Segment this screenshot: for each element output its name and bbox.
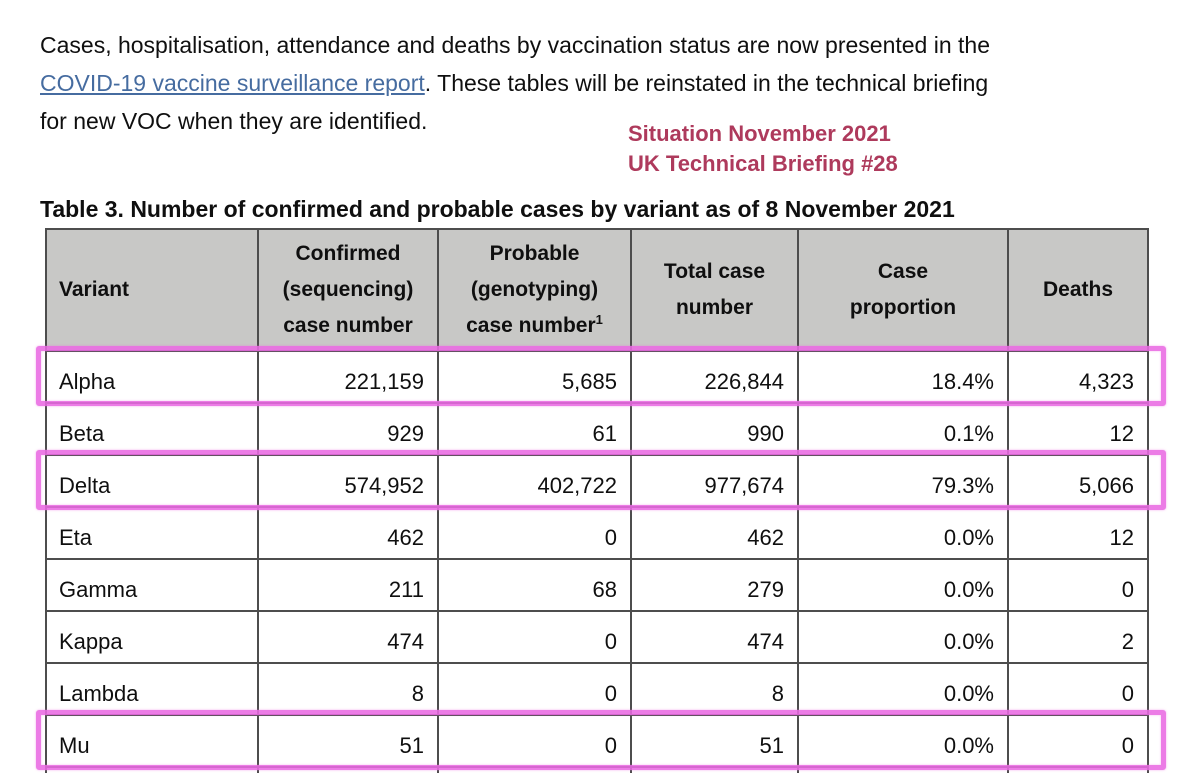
situation-annotation bbox=[628, 119, 898, 179]
cell-total: 8 bbox=[631, 663, 798, 715]
cell-confirmed: 574,952 bbox=[258, 455, 438, 507]
cell-deaths: 5,066 bbox=[1008, 455, 1148, 507]
table-row bbox=[46, 559, 1148, 611]
cell-proportion: 18.4% bbox=[798, 351, 1008, 403]
vaccine-surveillance-report-link[interactable]: COVID-19 vaccine surveillance report bbox=[40, 70, 425, 96]
variant-table bbox=[45, 228, 1149, 773]
situation-annotation-line-2: UK Technical Briefing #28 bbox=[628, 151, 898, 176]
cell-deaths: 0 bbox=[1008, 715, 1148, 767]
header-total: Total case number bbox=[631, 229, 798, 351]
cell-proportion: 79.3% bbox=[798, 455, 1008, 507]
cell-deaths: 0 bbox=[1008, 663, 1148, 715]
table-row bbox=[46, 351, 1148, 403]
cell-deaths: 12 bbox=[1008, 507, 1148, 559]
cell-variant: Delta bbox=[46, 455, 258, 507]
header-variant: Variant bbox=[46, 229, 258, 351]
cell-total: 474 bbox=[631, 611, 798, 663]
cell-probable: 0 bbox=[438, 663, 631, 715]
intro-paragraph bbox=[40, 26, 1180, 140]
cell-proportion: 0.0% bbox=[798, 715, 1008, 767]
table-row bbox=[46, 663, 1148, 715]
cell-probable: 5,685 bbox=[438, 351, 631, 403]
cell-probable: 402,722 bbox=[438, 455, 631, 507]
cell-variant: Alpha bbox=[46, 351, 258, 403]
table-row bbox=[46, 403, 1148, 455]
table-row bbox=[46, 715, 1148, 767]
cell-probable: 68 bbox=[438, 559, 631, 611]
cell-confirmed: 211 bbox=[258, 559, 438, 611]
cell-total: 977,674 bbox=[631, 455, 798, 507]
header-deaths: Deaths bbox=[1008, 229, 1148, 351]
table-row bbox=[46, 455, 1148, 507]
header-row bbox=[46, 229, 1148, 351]
cell-confirmed: 8 bbox=[258, 663, 438, 715]
cell-variant: Mu bbox=[46, 715, 258, 767]
cell-total: 279 bbox=[631, 559, 798, 611]
partial-row-clipped bbox=[46, 767, 1148, 773]
cell-confirmed: 929 bbox=[258, 403, 438, 455]
cell-deaths: 12 bbox=[1008, 403, 1148, 455]
cell-proportion: 0.0% bbox=[798, 559, 1008, 611]
table-row bbox=[46, 611, 1148, 663]
header-proportion: Case proportion bbox=[798, 229, 1008, 351]
cell-proportion: 0.0% bbox=[798, 663, 1008, 715]
intro-line-1: Cases, hospitalisation, attendance and deaths by vaccination status are now presented in the bbox=[40, 32, 990, 58]
cell-variant: Lambda bbox=[46, 663, 258, 715]
header-confirmed: Confirmed (sequencing) case number bbox=[258, 229, 438, 351]
cell-confirmed: 221,159 bbox=[258, 351, 438, 403]
cell-probable: 0 bbox=[438, 611, 631, 663]
cell-proportion: 0.0% bbox=[798, 507, 1008, 559]
table-row bbox=[46, 507, 1148, 559]
cell-proportion: 0.1% bbox=[798, 403, 1008, 455]
header-probable: Probable (genotyping) case number$^1$ bbox=[438, 229, 631, 351]
cell-confirmed: 51 bbox=[258, 715, 438, 767]
table-title: Table 3. Number of confirmed and probable cases by variant as of 8 November 2021 bbox=[40, 196, 955, 222]
cell-variant: Gamma bbox=[46, 559, 258, 611]
cell-variant: Beta bbox=[46, 403, 258, 455]
cell-total: 51 bbox=[631, 715, 798, 767]
cell-variant: Kappa bbox=[46, 611, 258, 663]
cell-variant: Eta bbox=[46, 507, 258, 559]
cell-proportion: 0.0% bbox=[798, 611, 1008, 663]
cell-total: 226,844 bbox=[631, 351, 798, 403]
intro-line-2 bbox=[40, 64, 1180, 102]
footnote-superscript: 1 bbox=[595, 312, 603, 327]
cell-deaths: 2 bbox=[1008, 611, 1148, 663]
cell-probable: 0 bbox=[438, 507, 631, 559]
cell-probable: 0 bbox=[438, 715, 631, 767]
cell-confirmed: 474 bbox=[258, 611, 438, 663]
cell-probable: 61 bbox=[438, 403, 631, 455]
intro-line-2-rest: . These tables will be reinstated in the technical briefing bbox=[424, 70, 989, 96]
intro-line-3: for new VOC when they are identified. bbox=[40, 108, 428, 134]
cell-confirmed: 462 bbox=[258, 507, 438, 559]
situation-annotation-line-1: Situation November 2021 bbox=[628, 121, 891, 146]
cell-deaths: 0 bbox=[1008, 559, 1148, 611]
cell-total: 990 bbox=[631, 403, 798, 455]
cell-deaths: 4,323 bbox=[1008, 351, 1148, 403]
cell-total: 462 bbox=[631, 507, 798, 559]
